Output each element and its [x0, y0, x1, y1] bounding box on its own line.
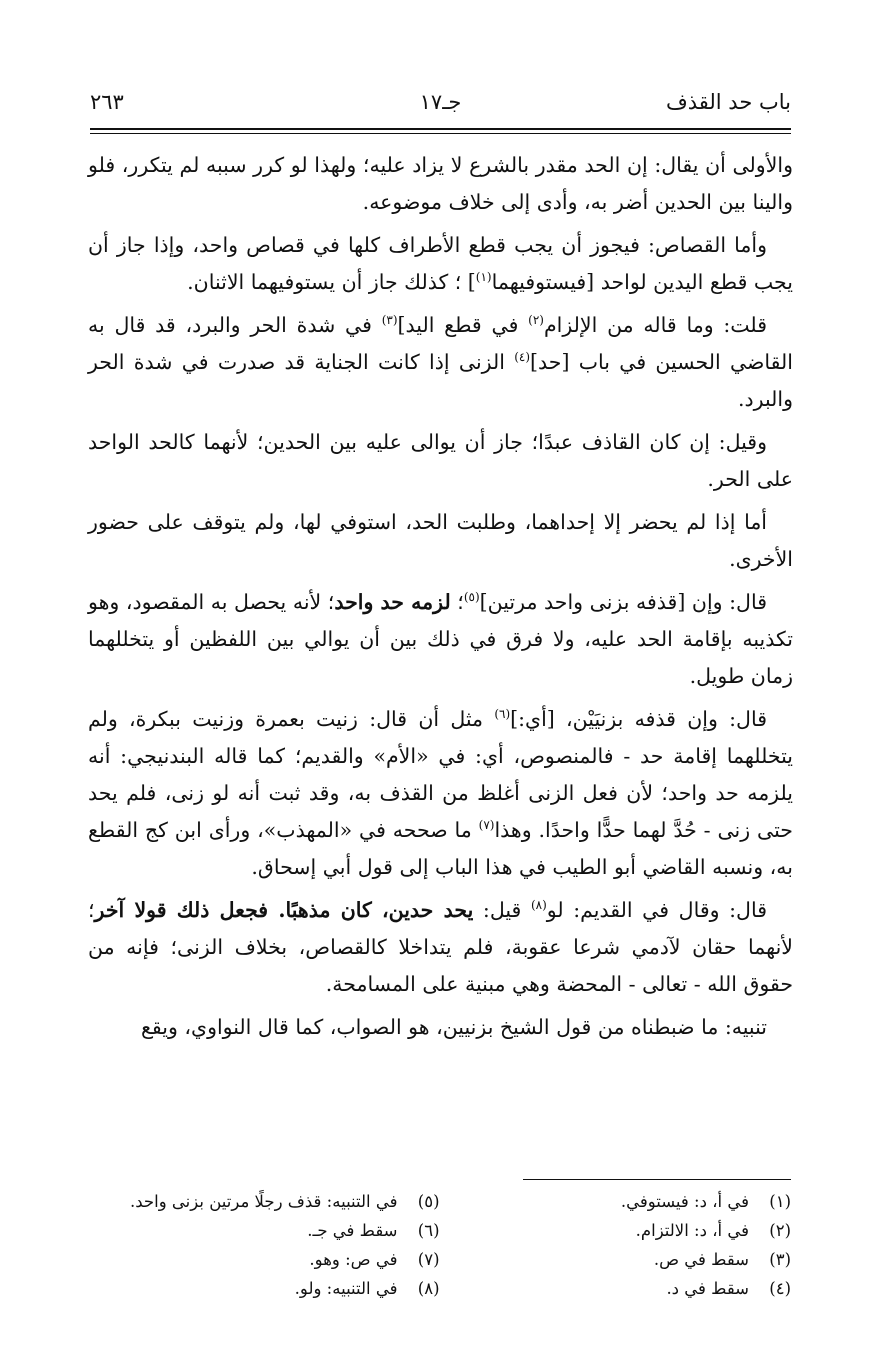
- footnote: (٨)في التنبيه: ولو.: [294, 1279, 440, 1298]
- footnote-marker: (١): [475, 270, 492, 285]
- paragraph: وأما القصاص: فيجوز أن يجب قطع الأطراف كلها في قصاص واحد، وإذا جاز أن يجب قطع اليدين لواحد [فيستوفيهما$^{(١)}$] ؛ كذلك جاز أن يستوفيهما الاثنان.: [88, 233, 793, 294]
- footnote-marker: (٧): [478, 818, 495, 833]
- bold-text: لزمه حد واحد: [334, 590, 451, 614]
- footnote: (٣)سقط في ص.: [653, 1250, 791, 1269]
- paragraph: أما إذا لم يحضر إلا إحداهما، وطلبت الحد، استوفي لها، ولم يتوقف على حضور الأخرى.: [88, 510, 793, 571]
- footnote: (٤)سقط في د.: [666, 1279, 791, 1298]
- paragraph: والأولى أن يقال: إن الحد مقدر بالشرع لا يزاد عليه؛ ولهذا لو كرر سببه لم يتكرر، فلو والينا بين الحدين أضر به، وأدى إلى خلاف موضوعه.: [88, 153, 793, 214]
- paragraph: قال: وإن قذفه بزنيَيْن، [أي:]$^{(٦)}$ مثل أن قال: زنيت بعمرة وزنيت ببكرة، ولم يتخللهما إقامة حد - فالمنصوص، أي: في «الأم» والقديم؛ كما قاله البندنيجي: أنه يلزمه حد واحد؛ لأن فعل الزنى أغلظ من القذف به، وقد ثبت أنه لو زنى، فلم يحد حتى زنى - حُدَّ لهما حدًّا واحدًا. وهذا$^{(٧)}$ ما صححه في «المهذب»، ورأى ابن كج القطع به، ونسبه القاضي أبو الطيب في هذا الباب إلى قول أبي إسحاق.: [88, 707, 793, 879]
- paragraph: تنبيه: ما ضبطناه من قول الشيخ بزنيين، هو الصواب، كما قال النواوي، ويقع: [141, 1015, 767, 1039]
- chapter-title: باب حد القذف: [665, 90, 791, 114]
- footnote-marker: (٨): [530, 898, 547, 913]
- footnote-marker: (٥): [463, 590, 480, 605]
- footnote: (٥)في التنبيه: قذف رجلًا مرتين بزنى واحد.: [130, 1192, 440, 1211]
- footnote: (٧)في ص: وهو.: [309, 1250, 440, 1269]
- bold-text: يحد حدين، كان مذهبًا. فجعل ذلك قولا آخر: [94, 898, 474, 922]
- footnote-rule: [523, 1179, 791, 1180]
- footnote-column-left: [88, 1187, 440, 1303]
- footnote: (١)في أ، د: فيستوفي.: [620, 1192, 791, 1211]
- paragraph: قلت: وما قاله من الإلزام$^{(٢)}$ في قطع اليد]$^{(٣)}$ في شدة الحر والبرد، قد قال به القاضي الحسين في باب [حد]$^{(٤)}$ الزنى إذا كانت الجناية قد صدرت في شدة الحر والبرد.: [88, 313, 793, 411]
- footnotes: [88, 1187, 791, 1303]
- footnote-marker: (٦): [494, 707, 511, 722]
- header-rule-thin: [90, 133, 791, 134]
- footnote: (٢)في أ، د: الالتزام.: [635, 1221, 791, 1240]
- main-text: [88, 147, 793, 1052]
- page-number: ٢٦٣: [90, 90, 124, 114]
- footnote-marker: (٣): [381, 313, 398, 328]
- footnote-marker: (٤): [514, 350, 531, 365]
- footnote-marker: (٢): [528, 313, 544, 328]
- paragraph: وقيل: إن كان القاذف عبدًا؛ جاز أن يوالى عليه بين الحدين؛ لأنهما كالحد الواحد على الحر.: [88, 430, 793, 491]
- running-header: [90, 86, 791, 126]
- footnote: (٦)سقط في جـ.: [307, 1221, 440, 1240]
- paragraph: قال: وإن [قذفه بزنى واحد مرتين]$^{(٥)}$؛ لزمه حد واحد؛ لأنه يحصل به المقصود، وهو تكذيبه بإقامة الحد عليه، ولا فرق في ذلك بين أن يوالي بين اللفظين أو يتخللهما زمان طويل.: [88, 590, 793, 688]
- paragraph: قال: وقال في القديم: لو$^{(٨)}$ قيل: يحد حدين، كان مذهبًا. فجعل ذلك قولا آخر؛ لأنهما حقان لآدمي شرعا عقوبة، فلم يتداخلا كالقصاص، بخلاف الزنى؛ فإنه من حقوق الله - تعالى - المحضة وهي مبنية على المسامحة.: [88, 898, 793, 996]
- volume-label: جـ١٧: [419, 90, 462, 114]
- header-rule-thick: [90, 128, 791, 130]
- footnote-column-right: [440, 1187, 792, 1303]
